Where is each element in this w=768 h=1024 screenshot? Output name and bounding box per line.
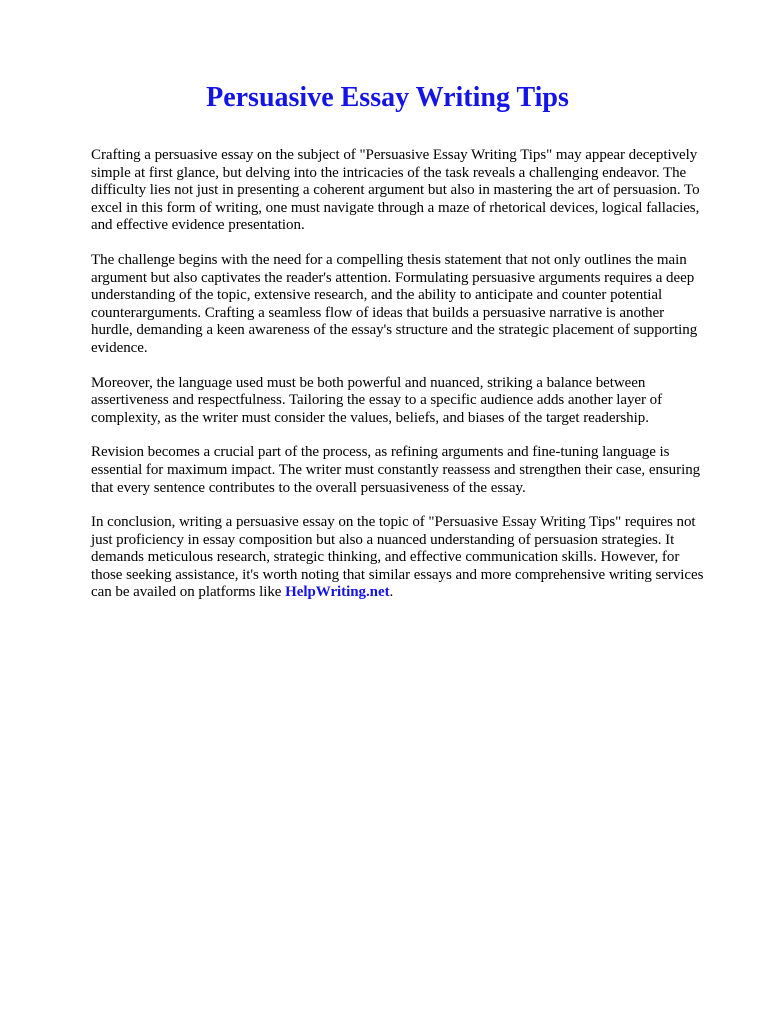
page-title: Persuasive Essay Writing Tips	[206, 82, 569, 113]
paragraph-intro: Crafting a persuasive essay on the subject of "Persuasive Essay Writing Tips" may appear deceptively simple at first glance, but delving into the intricacies of the task reveals a challenging endeavor. The difficulty lies not just in presenting a coherent argument but also in mastering the art of persuasion. To excel in this form of writing, one must navigate through a maze of rhetorical devices, logical fallacies, and effective evidence presentation.	[91, 147, 700, 234]
paragraph-revision: Revision becomes a crucial part of the process, as refining arguments and fine-tuning language is essential for maximum impact. The writer must constantly reassess and strengthen their case, ensuring that every sentence contributes to the overall persuasiveness of the essay.	[91, 444, 701, 496]
paragraph-conclusion	[91, 514, 708, 602]
helpwriting-link[interactable]: HelpWriting.net	[285, 584, 390, 601]
conclusion-end: .	[389, 584, 394, 601]
conclusion-text: In conclusion, writing a persuasive essay on the topic of "Persuasive Essay Writing Tips" requires not just proficiency in essay composition but also a nuanced understanding of persuasion strategies. It demands meticulous research, strategic thinking, and effective communication skills. However, for those seeking assistance, it's worth noting that similar essays and more comprehensive writing services can be availed on platforms like	[91, 514, 704, 601]
paragraph-challenge: The challenge begins with the need for a compelling thesis statement that not only outlines the main argument but also captivates the reader's attention. Formulating persuasive arguments requires a deep understanding of the topic, extensive research, and the ability to anticipate and counter potential counterarguments. Crafting a seamless flow of ideas that builds a persuasive narrative is another hurdle, demanding a keen awareness of the essay's structure and the strategic placement of supporting evidence.	[91, 251, 698, 356]
paragraph-language: Moreover, the language used must be both powerful and nuanced, striking a balance between assertiveness and respectfulness. Tailoring the essay to a specific audience adds another layer of complexity, as the writer must consider the values, beliefs, and biases of the target readership.	[91, 374, 663, 426]
